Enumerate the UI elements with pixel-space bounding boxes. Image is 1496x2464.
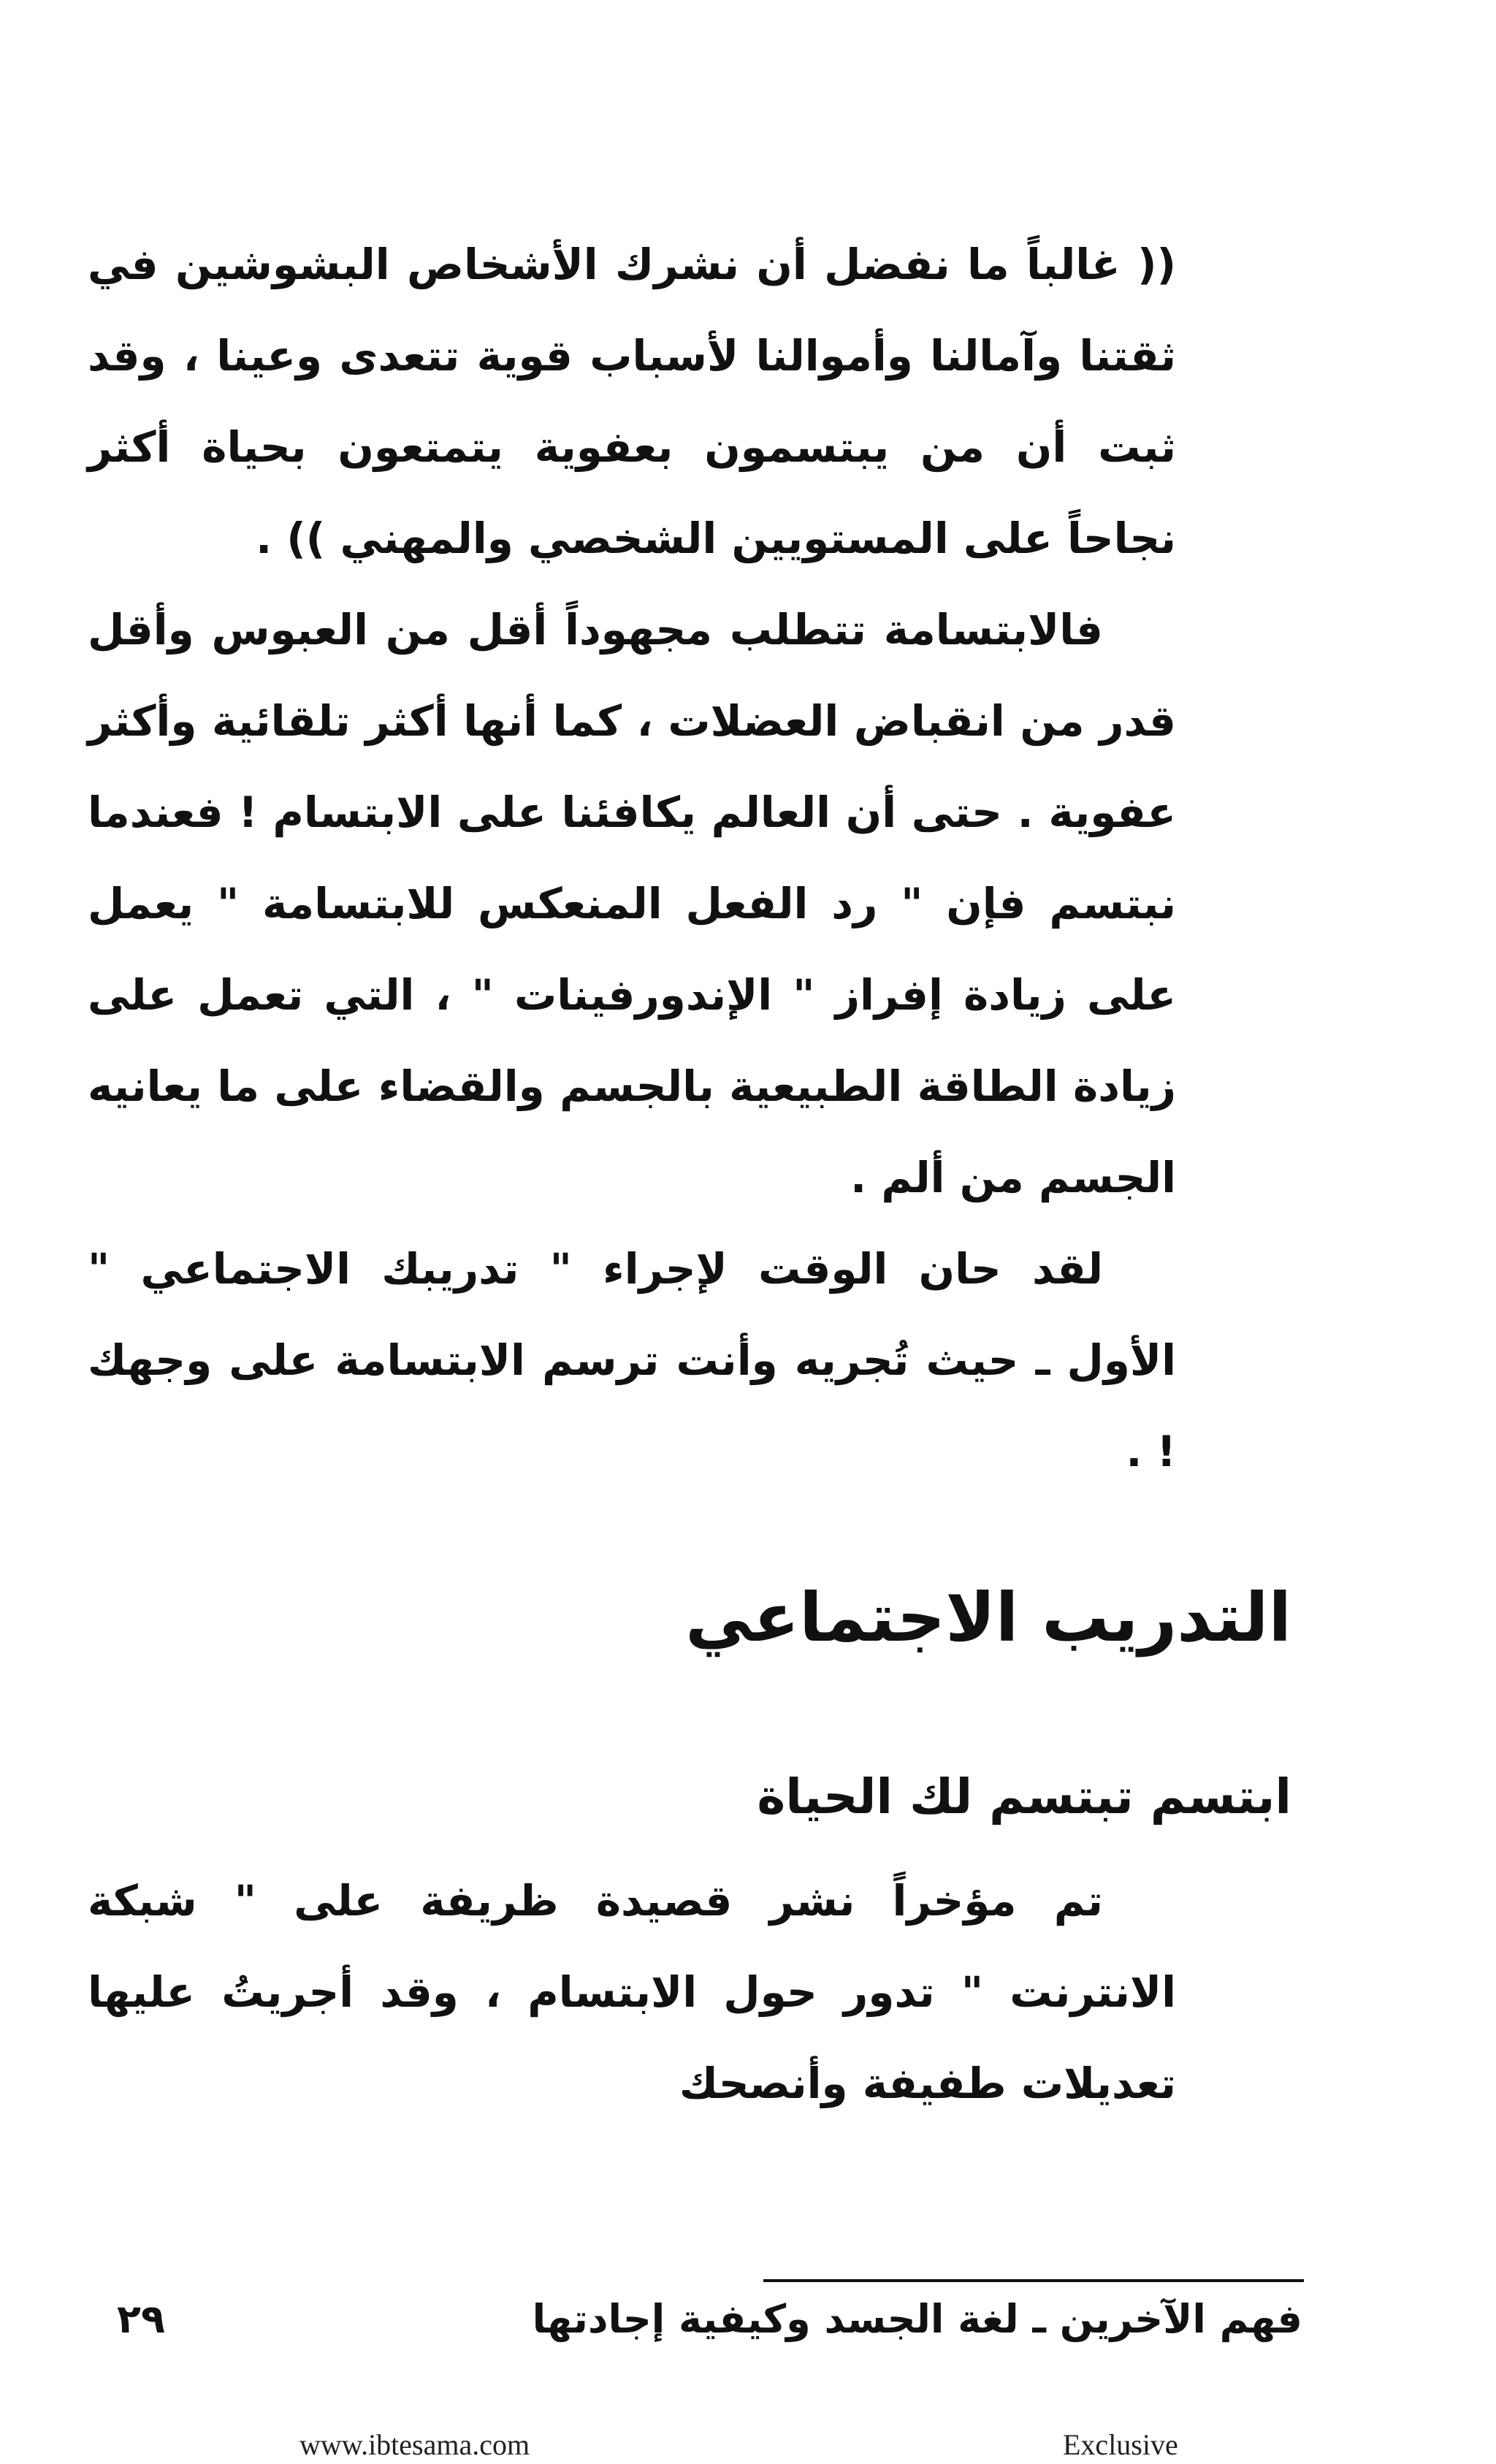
exclusive-watermark: Exclusive [1063,2428,1178,2461]
quote-paragraph: (( غالباً ما نفضل أن نشرك الأشخاص البشوشين في ثقتنا وآمالنا وأموالنا لأسباب قوية تتعدى وعينا ، وقد ثبت أن من يبتسمون بعفوية يتمتعون بحياة أكثر نجاحاً على المستويين الشخصي والمهني )) . [88,240,1176,563]
page-number: ٢٩ [117,2296,165,2342]
poem-intro-paragraph: تم مؤخراً نشر قصيدة ظريفة على " شبكة الانترنت " تدور حول الابتسام ، وقد أجريتُ عليها تعديلات طفيفة وأنصحك [88,1876,1176,2108]
running-footer-title: فهم الآخرين ـ لغة الجسد وكيفية إجادتها [532,2296,1302,2342]
smile-paragraph: فالابتسامة تتطلب مجهوداً أقل من العبوس وأقل قدر من انقباض العضلات ، كما أنها أكثر تلقائية وأكثر عفوية . حتى أن العالم يكافئنا على الابتسام ! فعندما نبتسم فإن " رد الفعل المنعكس للابتسامة " يعمل على زيادة إفراز " الإندورفينات " ، التي تعمل على زيادة الطاقة الطبيعية بالجسم والقضاء على ما يعانيه الجسم من ألم . [88,605,1176,1202]
website-watermark: www.ibtesama.com [299,2428,530,2461]
subsection-heading: ابتسم تبتسم لك الحياة [757,1769,1291,1825]
text-block-bottom [88,1855,1176,2129]
exercise-intro-paragraph: لقد حان الوقت لإجراء " تدريبك الاجتماعي " الأول ـ حيث تُجريه وأنت ترسم الابتسامة على وجهك ! . [88,1244,1176,1476]
footer-divider [763,2279,1304,2282]
text-block-top [88,219,1176,1498]
section-heading: التدريب الاجتماعي [685,1579,1291,1657]
